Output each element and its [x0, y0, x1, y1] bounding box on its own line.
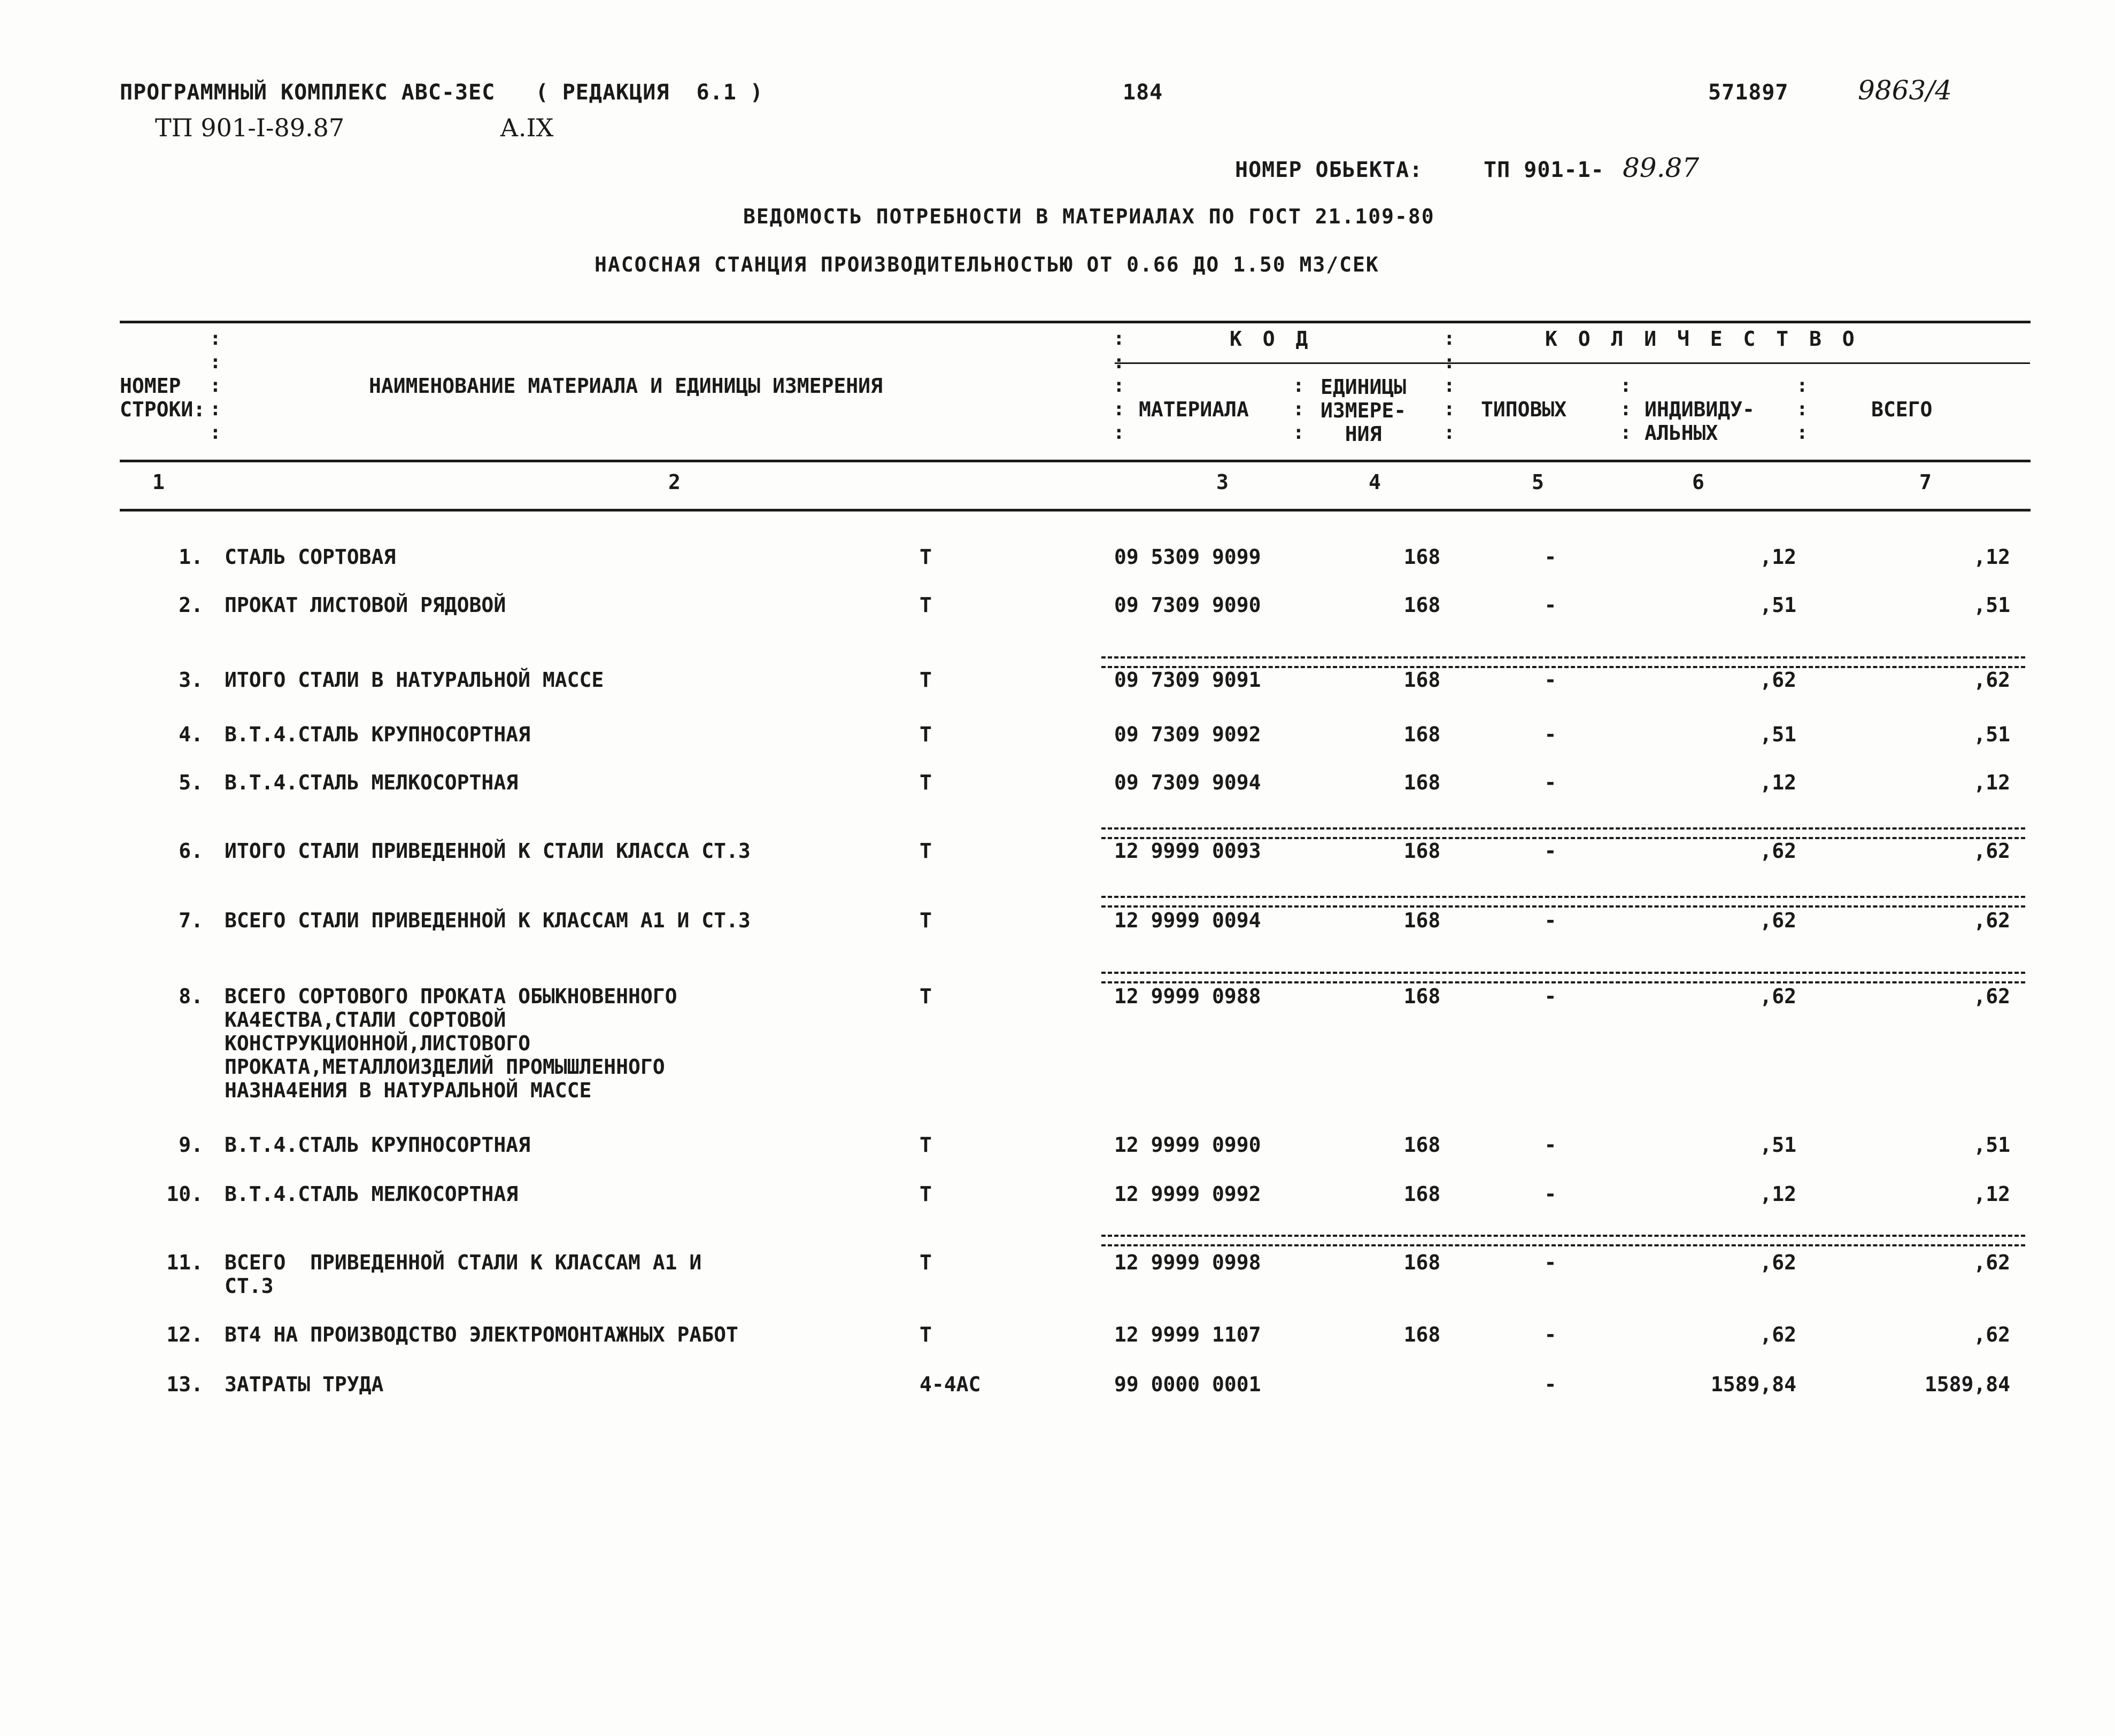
- row-number: 1.: [179, 545, 203, 569]
- material-name: ВСЕГО СТАЛИ ПРИВЕДЕННОЙ К КЛАССАМ А1 И СТ.3: [225, 909, 751, 932]
- individual-qty: ,12: [1759, 545, 1796, 569]
- total-qty: ,12: [1973, 545, 2010, 569]
- individual-qty: ,62: [1759, 839, 1796, 863]
- material-code: 09 7309 9091: [1114, 668, 1261, 692]
- total-separator: [1101, 656, 2025, 668]
- column-separator: : : :: [1796, 375, 1808, 444]
- total-separator: [1101, 827, 2025, 839]
- total-separator: [1101, 896, 2025, 908]
- column-separator: : : :: [1620, 375, 1632, 444]
- material-name: СТАЛЬ СОРТОВАЯ: [225, 545, 396, 569]
- object-value-handwritten: 89.87: [1623, 152, 1700, 183]
- total-qty: ,62: [1973, 668, 2010, 692]
- column-separator: : : :: [1293, 375, 1304, 444]
- unit: Т: [920, 545, 932, 569]
- material-code: 12 9999 0992: [1114, 1182, 1261, 1206]
- document-subtitle: НАСОСНАЯ СТАНЦИЯ ПРОИЗВОДИТЕЛЬНОСТЬЮ ОТ 0.66 ДО 1.50 М3/СЕК: [595, 253, 1379, 276]
- object-value: ТП 901-1-: [1484, 158, 1604, 182]
- header-individual: ИНДИВИДУ- АЛЬНЫХ: [1645, 398, 1755, 445]
- individual-qty: ,62: [1759, 909, 1796, 932]
- individual-qty: ,62: [1759, 668, 1796, 692]
- individual-qty: ,12: [1759, 1182, 1796, 1206]
- page-number: 184: [1123, 80, 1163, 105]
- individual-qty: ,51: [1759, 593, 1796, 617]
- unit-code: 168: [1403, 1251, 1441, 1274]
- unit-code: 168: [1403, 1182, 1441, 1206]
- material-code: 09 7309 9090: [1114, 593, 1261, 617]
- total-qty: 1589,84: [1924, 1373, 2010, 1396]
- total-qty: ,62: [1973, 839, 2010, 863]
- material-code: 09 5309 9099: [1114, 545, 1261, 569]
- column-number: 5: [1532, 470, 1544, 494]
- program-title: ПРОГРАММНЫЙ КОМПЛЕКС АВС-ЗЕС ( РЕДАКЦИЯ 6.1 ): [120, 80, 763, 105]
- unit: 4-4АС: [920, 1373, 981, 1396]
- material-name: ВТ4 НА ПРОИЗВОДСТВО ЭЛЕКТРОМОНТАЖНЫХ РАБОТ: [225, 1323, 738, 1346]
- unit: Т: [920, 1133, 932, 1157]
- row-number: 3.: [179, 668, 203, 692]
- total-qty: ,62: [1973, 909, 2010, 932]
- row-number: 6.: [179, 839, 203, 863]
- header-material-code: МАТЕРИАЛА: [1139, 398, 1249, 421]
- typical-qty: -: [1544, 545, 1557, 569]
- row-number: 7.: [179, 909, 203, 932]
- material-code: 12 9999 1107: [1114, 1323, 1261, 1346]
- material-name: ПРОКАТ ЛИСТОВОЙ РЯДОВОЙ: [225, 593, 506, 617]
- column-separator: : : : : :: [1113, 328, 1125, 444]
- material-name: В.Т.4.СТАЛЬ МЕЛКОСОРТНАЯ: [225, 1182, 519, 1206]
- material-code: 12 9999 0094: [1114, 909, 1261, 932]
- typical-qty: -: [1544, 723, 1557, 746]
- unit-code: 168: [1403, 771, 1441, 794]
- material-code: 12 9999 0988: [1114, 985, 1261, 1008]
- individual-qty: ,62: [1759, 1251, 1796, 1274]
- total-qty: ,51: [1973, 723, 2010, 746]
- material-name: ВСЕГО СОРТОВОГО ПРОКАТА ОБЫКНОВЕННОГО КА4ЕСТВА,СТАЛИ СОРТОВОЙ КОНСТРУКЦИОННОЙ,ЛИСТОВОГО ПРОКАТА,МЕТАЛЛОИЗДЕЛИЙ ПРОМЫШЛЕННОГО НАЗНА4ЕНИЯ В НАТУРАЛЬНОЙ МАССЕ: [225, 985, 677, 1102]
- unit: Т: [920, 1251, 932, 1274]
- material-name: В.Т.4.СТАЛЬ МЕЛКОСОРТНАЯ: [225, 771, 519, 794]
- typical-qty: -: [1544, 668, 1557, 692]
- typical-qty: -: [1544, 839, 1557, 863]
- total-separator: [1101, 1235, 2025, 1246]
- header-row-number: НОМЕР СТРОКИ:: [120, 374, 206, 421]
- header-quantity-group: К О Л И Ч Е С Т В О: [1545, 327, 1859, 351]
- row-number: 10.: [166, 1182, 203, 1206]
- unit: Т: [920, 909, 932, 932]
- header-typical: ТИПОВЫХ: [1481, 398, 1567, 421]
- unit: Т: [920, 668, 932, 692]
- material-name: ВСЕГО ПРИВЕДЕННОЙ СТАЛИ К КЛАССАМ А1 И СТ.3: [225, 1251, 702, 1298]
- unit-code: 168: [1403, 839, 1441, 863]
- column-number: 2: [668, 470, 681, 494]
- unit-code: 168: [1403, 668, 1441, 692]
- header-bottom-rule: [120, 460, 2031, 462]
- unit: Т: [920, 1323, 932, 1346]
- typical-qty: -: [1544, 593, 1557, 617]
- row-number: 8.: [179, 985, 203, 1008]
- material-code: 12 9999 0990: [1114, 1133, 1261, 1157]
- unit-code: 168: [1403, 1133, 1441, 1157]
- typical-qty: -: [1544, 1373, 1557, 1396]
- typical-qty: -: [1544, 1182, 1557, 1206]
- material-code: 09 7309 9094: [1114, 771, 1261, 794]
- individual-qty: 1589,84: [1710, 1373, 1796, 1396]
- total-qty: ,12: [1973, 1182, 2010, 1206]
- unit-code: 168: [1403, 545, 1441, 569]
- typical-qty: -: [1544, 771, 1557, 794]
- unit: Т: [920, 1182, 932, 1206]
- total-qty: ,62: [1973, 1251, 2010, 1274]
- total-qty: ,51: [1973, 593, 2010, 617]
- row-number: 9.: [179, 1133, 203, 1157]
- header-code-group: К О Д: [1230, 327, 1313, 351]
- document-number: 571897: [1708, 80, 1789, 105]
- total-separator: [1101, 972, 2025, 983]
- typical-qty: -: [1544, 1251, 1557, 1274]
- typical-qty: -: [1544, 1133, 1557, 1157]
- header-material-name: НАИМЕНОВАНИЕ МАТЕРИАЛА И ЕДИНИЦЫ ИЗМЕРЕНИЯ: [369, 374, 883, 398]
- material-code: 09 7309 9092: [1114, 723, 1261, 746]
- row-number: 11.: [166, 1251, 203, 1274]
- material-code: 12 9999 0093: [1114, 839, 1261, 863]
- column-number: 1: [152, 470, 165, 494]
- unit-code: 168: [1403, 1323, 1441, 1346]
- header-total: ВСЕГО: [1871, 398, 1933, 421]
- unit-code: 168: [1403, 593, 1441, 617]
- unit: Т: [920, 839, 932, 863]
- total-qty: ,12: [1973, 771, 2010, 794]
- material-name: В.Т.4.СТАЛЬ КРУПНОСОРТНАЯ: [225, 723, 530, 746]
- typical-qty: -: [1544, 909, 1557, 932]
- album-label: А.IX: [500, 113, 554, 142]
- unit: Т: [920, 985, 932, 1008]
- row-number: 2.: [179, 593, 203, 617]
- column-number: 7: [1919, 470, 1932, 494]
- unit-code: 168: [1403, 909, 1441, 932]
- material-code: 12 9999 0998: [1114, 1251, 1261, 1274]
- material-name: ИТОГО СТАЛИ В НАТУРАЛЬНОЙ МАССЕ: [225, 668, 604, 692]
- handwritten-reference: 9863/4: [1858, 75, 1952, 106]
- row-number: 13.: [166, 1373, 203, 1396]
- unit: Т: [920, 771, 932, 794]
- column-separator: : : : : :: [210, 328, 221, 444]
- column-numbers-rule: [120, 509, 2031, 511]
- column-separator: : : : : :: [1444, 328, 1455, 444]
- unit: Т: [920, 723, 932, 746]
- total-qty: ,62: [1973, 1323, 2010, 1346]
- object-label: НОМЕР ОБЬЕКТА:: [1235, 158, 1423, 182]
- header-unit-code: ЕДИНИЦЫ ИЗМЕРЕ- НИЯ: [1321, 375, 1407, 446]
- project-code: ТП 901-I-89.87: [155, 113, 345, 142]
- individual-qty: ,12: [1759, 771, 1796, 794]
- row-number: 4.: [179, 723, 203, 746]
- unit-code: 168: [1403, 723, 1441, 746]
- unit: Т: [920, 593, 932, 617]
- column-number: 6: [1692, 470, 1704, 494]
- header-group-rule: [1115, 362, 2030, 364]
- unit-code: 168: [1403, 985, 1441, 1008]
- column-number: 3: [1216, 470, 1229, 494]
- row-number: 5.: [179, 771, 203, 794]
- individual-qty: ,62: [1759, 1323, 1796, 1346]
- individual-qty: ,62: [1759, 985, 1796, 1008]
- individual-qty: ,51: [1759, 723, 1796, 746]
- total-qty: ,51: [1973, 1133, 2010, 1157]
- row-number: 12.: [166, 1323, 203, 1346]
- typical-qty: -: [1544, 985, 1557, 1008]
- typical-qty: -: [1544, 1323, 1557, 1346]
- material-name: ЗАТРАТЫ ТРУДА: [225, 1373, 384, 1396]
- material-name: В.Т.4.СТАЛЬ КРУПНОСОРТНАЯ: [225, 1133, 530, 1157]
- individual-qty: ,51: [1759, 1133, 1796, 1157]
- table-top-rule: [120, 321, 2031, 323]
- document-title: ВЕДОМОСТЬ ПОТРЕБНОСТИ В МАТЕРИАЛАХ ПО ГОСТ 21.109-80: [743, 205, 1435, 228]
- material-code: 99 0000 0001: [1114, 1373, 1261, 1396]
- total-qty: ,62: [1973, 985, 2010, 1008]
- material-name: ИТОГО СТАЛИ ПРИВЕДЕННОЙ К СТАЛИ КЛАССА СТ.3: [225, 839, 751, 863]
- column-number: 4: [1369, 470, 1381, 494]
